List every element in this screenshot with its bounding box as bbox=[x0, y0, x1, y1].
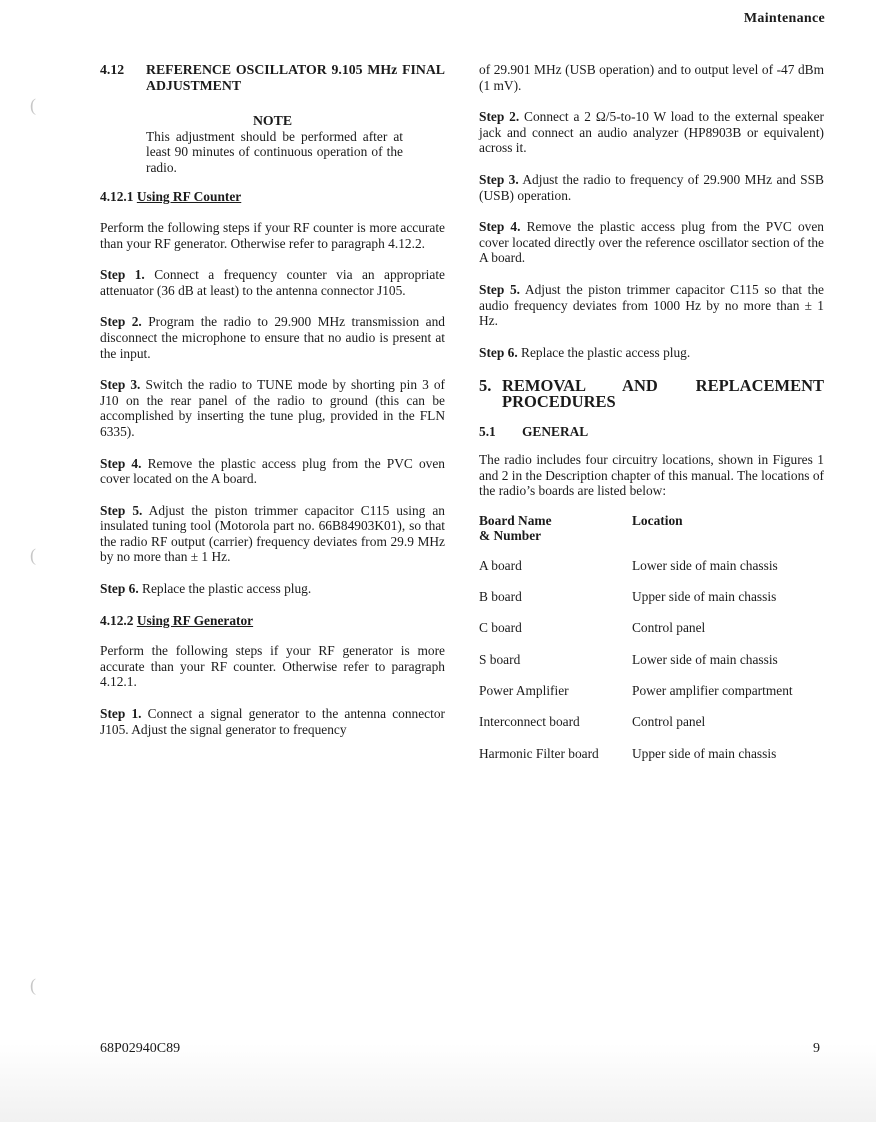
location-cell: Control panel bbox=[632, 714, 706, 730]
board-cell: Power Amplifier bbox=[479, 683, 569, 698]
procedure-step bbox=[100, 581, 445, 597]
table-row bbox=[479, 746, 829, 777]
section-heading-5 bbox=[479, 378, 824, 410]
step-text: Adjust the piston trimmer capacitor C115 so that the audio frequency deviates from 1000 Hz by no more than ± 1 Hz. bbox=[479, 281, 824, 329]
table-row bbox=[479, 558, 829, 589]
right-column bbox=[479, 62, 824, 777]
subsection-heading-4-12-1 bbox=[100, 189, 445, 205]
procedure-step bbox=[479, 172, 824, 203]
step-label: Step 5. bbox=[479, 281, 520, 297]
document-number: 68P02940C89 bbox=[100, 1041, 181, 1056]
step-label: Step 5. bbox=[100, 502, 143, 518]
board-cell: S board bbox=[479, 651, 521, 667]
section-title: REMOVAL AND REPLACEMENT PROCEDURES bbox=[502, 376, 824, 412]
table-row bbox=[479, 683, 829, 714]
step-text: Adjust the radio to frequency of 29.900 MHz and SSB (USB) operation. bbox=[479, 171, 824, 203]
section-number: 5. bbox=[479, 376, 492, 396]
step-label: Step 3. bbox=[479, 171, 519, 187]
binder-hole-mark: ( bbox=[30, 975, 36, 995]
table-row bbox=[479, 620, 829, 651]
step-text: Connect a frequency counter via an appropriate attenuator (36 dB at least) to the antenna connector J105. bbox=[100, 267, 445, 298]
note-body: This adjustment should be performed after at least 90 minutes of continuous operation of the radio. bbox=[146, 128, 403, 175]
table-row bbox=[479, 714, 829, 745]
subsection-title: Using RF Generator bbox=[136, 612, 254, 628]
step-text: Switch the radio to TUNE mode by shorting pin 3 of J10 on the rear panel of the radio to ground (this can be accomplished by inserting the tune plug, provided in the FLN 6335). bbox=[100, 377, 445, 439]
procedure-step bbox=[100, 706, 445, 737]
procedure-step bbox=[479, 109, 824, 156]
procedure-step bbox=[100, 314, 445, 361]
subsection-title: Using RF Counter bbox=[136, 189, 242, 205]
step-text: Program the radio to 29.900 MHz transmission and disconnect the microphone to ensure that no audio is present at the input. bbox=[100, 314, 445, 361]
step-text: Remove the plastic access plug from the PVC oven cover located directly over the reference oscillator section of the A board. bbox=[479, 219, 824, 266]
step-text: Connect a signal generator to the antenna connector J105. Adjust the signal generator to frequency bbox=[100, 706, 445, 737]
subsection-number: 4.12.2 bbox=[100, 612, 134, 628]
step-text: Connect a 2 Ω/5-to-10 W load to the external speaker jack and connect an audio analyzer (HP8903B or equivalent) across it. bbox=[479, 109, 824, 156]
section-heading-5-1 bbox=[479, 424, 824, 440]
paragraph: Perform the following steps if your RF generator is more accurate than your RF counter. Otherwise refer to paragraph 4.12.1. bbox=[100, 643, 445, 690]
section-heading-4-12 bbox=[100, 62, 445, 94]
board-cell: Harmonic Filter board bbox=[479, 745, 599, 761]
step-label: Step 3. bbox=[100, 377, 141, 393]
step-text: Adjust the piston trimmer capacitor C115 using an insulated tuning tool (Motorola part no. 66B84903K01), so that the radio RF output (carrier) frequency deviates from 29.9 MHz by no more than ± 1 Hz. bbox=[100, 502, 445, 565]
table-row bbox=[479, 652, 829, 683]
location-cell: Control panel bbox=[632, 620, 706, 636]
step-text: Replace the plastic access plug. bbox=[517, 344, 691, 360]
procedure-step bbox=[479, 345, 824, 361]
board-cell: B board bbox=[479, 589, 522, 605]
location-cell: Power amplifier compartment bbox=[632, 683, 793, 698]
left-column bbox=[100, 62, 445, 753]
section-number: 4.12 bbox=[100, 62, 125, 77]
table-header-row bbox=[479, 513, 829, 558]
column-header-board bbox=[479, 513, 632, 558]
procedure-step bbox=[100, 377, 445, 439]
step-label: Step 2. bbox=[100, 314, 142, 330]
section-title: GENERAL bbox=[522, 424, 589, 440]
column-header-location: Location bbox=[632, 512, 683, 528]
page-number: 9 bbox=[813, 1041, 820, 1056]
paragraph: of 29.901 MHz (USB operation) and to output level of -47 dBm (1 mV). bbox=[479, 62, 824, 93]
column-header-line: & Number bbox=[479, 528, 542, 544]
location-cell: Upper side of main chassis bbox=[632, 589, 777, 605]
subsection-heading-4-12-2 bbox=[100, 613, 445, 629]
board-cell: Interconnect board bbox=[479, 714, 580, 730]
step-label: Step 6. bbox=[100, 581, 139, 597]
location-cell: Upper side of main chassis bbox=[632, 745, 777, 761]
step-label: Step 1. bbox=[100, 267, 145, 283]
note-box bbox=[100, 113, 445, 175]
procedure-step bbox=[479, 282, 824, 329]
step-label: Step 6. bbox=[479, 344, 518, 360]
step-label: Step 1. bbox=[100, 706, 142, 722]
step-label: Step 4. bbox=[100, 455, 142, 471]
procedure-step bbox=[100, 503, 445, 565]
step-label: Step 2. bbox=[479, 109, 520, 125]
paragraph: Perform the following steps if your RF counter is more accurate than your RF generator. Otherwise refer to paragraph 4.12.2. bbox=[100, 219, 445, 251]
note-title: NOTE bbox=[252, 113, 293, 128]
table-row bbox=[479, 589, 829, 620]
location-cell: Lower side of main chassis bbox=[632, 557, 778, 573]
board-location-table bbox=[479, 513, 829, 777]
step-text: Replace the plastic access plug. bbox=[138, 581, 312, 597]
subsection-number: 4.12.1 bbox=[100, 189, 134, 205]
binder-hole-mark: ( bbox=[30, 95, 36, 115]
procedure-step bbox=[479, 219, 824, 266]
board-cell: C board bbox=[479, 620, 522, 636]
step-label: Step 4. bbox=[479, 219, 521, 235]
paragraph: The radio includes four circuitry locations, shown in Figures 1 and 2 in the Description chapter of this manual. The locations of the radio’s boards are listed below: bbox=[479, 451, 824, 499]
step-text: Remove the plastic access plug from the PVC oven cover located on the A board. bbox=[100, 455, 445, 487]
running-header: Maintenance bbox=[743, 11, 825, 26]
location-cell: Lower side of main chassis bbox=[632, 651, 778, 667]
section-number: 5.1 bbox=[479, 424, 496, 440]
section-title: REFERENCE OSCILLATOR 9.105 MHz FINAL ADJUSTMENT bbox=[146, 62, 445, 93]
procedure-step bbox=[100, 456, 445, 487]
procedure-step bbox=[100, 267, 445, 298]
board-cell: A board bbox=[479, 557, 522, 573]
column-header-line: Board Name bbox=[479, 512, 552, 528]
binder-hole-mark: ( bbox=[30, 545, 36, 565]
